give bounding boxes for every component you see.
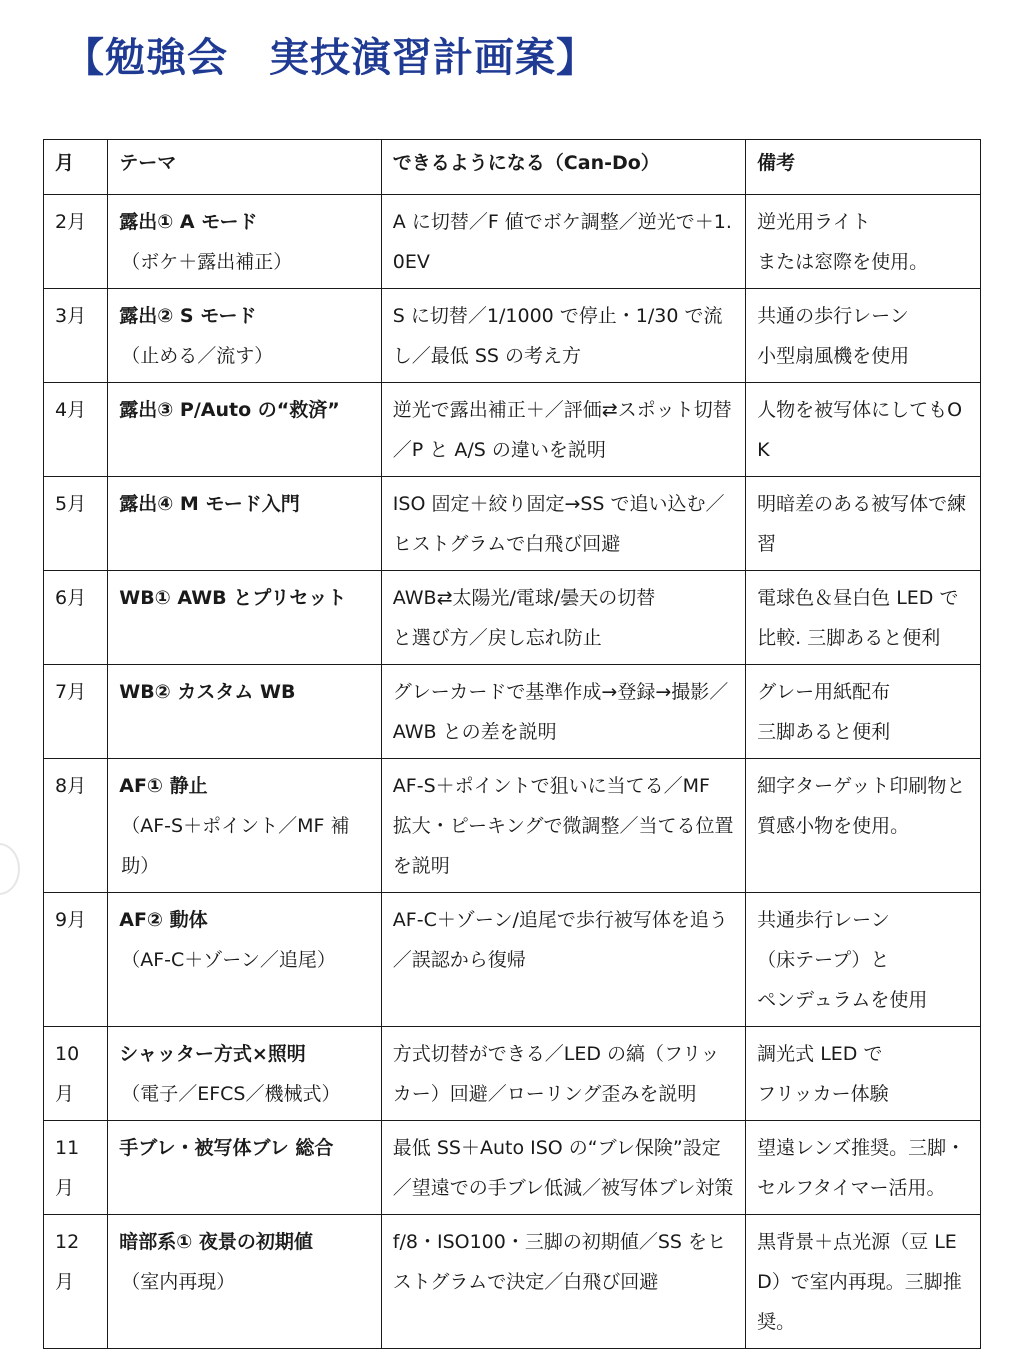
theme-title: 露出③ P/Auto の“救済” (119, 399, 340, 421)
month-cell: 11月 (44, 1121, 108, 1215)
cando-cell: AF-S＋ポイントで狙いに当てる／MF 拡大・ピーキングで微調整／当てる位置を説明 (381, 759, 745, 893)
page-title: 【勉強会 実技演習計画案】 (64, 35, 597, 81)
theme-subtitle: （電子／EFCS／機械式） (121, 1083, 341, 1105)
cando-cell: 最低 SS＋Auto ISO の“ブレ保険”設定／望遠での手ブレ低減／被写体ブレ対策 (381, 1121, 745, 1215)
notes-cell: 電球色＆昼白色 LED で比較. 三脚あると便利 (746, 571, 981, 665)
theme-cell (108, 759, 382, 893)
plan-table (43, 139, 981, 1349)
theme-title: AF② 動体 (119, 909, 208, 931)
notes-cell: 細字ターゲット印刷物と質感小物を使用。 (746, 759, 981, 893)
table-row (44, 759, 981, 893)
cando-cell: f/8・ISO100・三脚の初期値／SS をヒストグラムで決定／白飛び回避 (381, 1215, 745, 1349)
table-header-row (44, 140, 981, 195)
month-cell: 6月 (44, 571, 108, 665)
theme-cell (108, 1027, 382, 1121)
scroll-handle[interactable] (0, 843, 20, 895)
theme-title: 露出② S モード (119, 305, 257, 327)
theme-title: WB② カスタム WB (119, 681, 296, 703)
notes-cell: 黒背景＋点光源（豆 LED）で室内再現。三脚推奨。 (746, 1215, 981, 1349)
theme-subtitle: （室内再現） (121, 1271, 236, 1293)
month-cell: 7月 (44, 665, 108, 759)
theme-title: 露出① A モード (119, 211, 258, 233)
month-cell: 4月 (44, 383, 108, 477)
theme-cell (108, 893, 382, 1027)
month-cell: 5月 (44, 477, 108, 571)
theme-title: 露出④ M モード入門 (119, 493, 300, 515)
cando-cell: ISO 固定＋絞り固定→SS で追い込む／ヒストグラムで白飛び回避 (381, 477, 745, 571)
theme-title: 手ブレ・被写体ブレ 総合 (119, 1137, 334, 1159)
theme-subtitle: （ボケ＋露出補正） (121, 251, 293, 273)
theme-cell (108, 665, 382, 759)
theme-title: AF① 静止 (119, 775, 208, 797)
table-row (44, 195, 981, 289)
month-cell: 12月 (44, 1215, 108, 1349)
table-row (44, 383, 981, 477)
month-cell: 2月 (44, 195, 108, 289)
notes-cell: 共通歩行レーン （床テープ）と ペンデュラムを使用 (746, 893, 981, 1027)
theme-title: WB① AWB とプリセット (119, 587, 347, 609)
theme-cell (108, 1121, 382, 1215)
cando-cell: S に切替／1/1000 で停止・1/30 で流し／最低 SS の考え方 (381, 289, 745, 383)
theme-title: シャッター方式×照明 (119, 1043, 306, 1065)
month-cell: 3月 (44, 289, 108, 383)
table-row (44, 1121, 981, 1215)
cando-cell: 逆光で露出補正＋／評価⇄スポット切替／P と A/S の違いを説明 (381, 383, 745, 477)
notes-cell: 逆光用ライト または窓際を使用。 (746, 195, 981, 289)
table-row (44, 1027, 981, 1121)
cando-cell: AWB⇄太陽光/電球/曇天の切替 と選び方／戻し忘れ防止 (381, 571, 745, 665)
table-row (44, 665, 981, 759)
header-month: 月 (44, 140, 108, 195)
theme-cell (108, 477, 382, 571)
month-cell: 9月 (44, 893, 108, 1027)
theme-title: 暗部系① 夜景の初期値 (119, 1231, 313, 1253)
theme-cell (108, 383, 382, 477)
theme-cell (108, 289, 382, 383)
plan-table-body (44, 195, 981, 1349)
notes-cell: 望遠レンズ推奨。三脚・セルフタイマー活用。 (746, 1121, 981, 1215)
cando-cell: A に切替／F 値でボケ調整／逆光で＋1.0EV (381, 195, 745, 289)
notes-cell: 共通の歩行レーン 小型扇風機を使用 (746, 289, 981, 383)
notes-cell: 明暗差のある被写体で練習 (746, 477, 981, 571)
theme-cell (108, 195, 382, 289)
header-cando: できるようになる（Can-Do） (381, 140, 745, 195)
theme-cell (108, 571, 382, 665)
theme-subtitle: （止める／流す） (121, 345, 274, 367)
month-cell: 8月 (44, 759, 108, 893)
table-row (44, 289, 981, 383)
cando-cell: AF-C＋ゾーン/追尾で歩行被写体を追う／誤認から復帰 (381, 893, 745, 1027)
table-row (44, 893, 981, 1027)
theme-cell (108, 1215, 382, 1349)
header-theme: テーマ (108, 140, 382, 195)
notes-cell: グレー用紙配布 三脚あると便利 (746, 665, 981, 759)
cando-cell: 方式切替ができる／LED の縞（フリッカー）回避／ローリング歪みを説明 (381, 1027, 745, 1121)
theme-subtitle: （AF-C＋ゾーン／追尾） (121, 949, 336, 971)
header-notes: 備考 (746, 140, 981, 195)
month-cell: 10月 (44, 1027, 108, 1121)
table-row (44, 571, 981, 665)
table-row (44, 477, 981, 571)
table-row (44, 1215, 981, 1349)
notes-cell: 人物を被写体にしてもOK (746, 383, 981, 477)
theme-subtitle: （AF-S＋ポイント／MF 補助） (121, 815, 350, 877)
notes-cell: 調光式 LED で フリッカー体験 (746, 1027, 981, 1121)
cando-cell: グレーカードで基準作成→登録→撮影／AWB との差を説明 (381, 665, 745, 759)
